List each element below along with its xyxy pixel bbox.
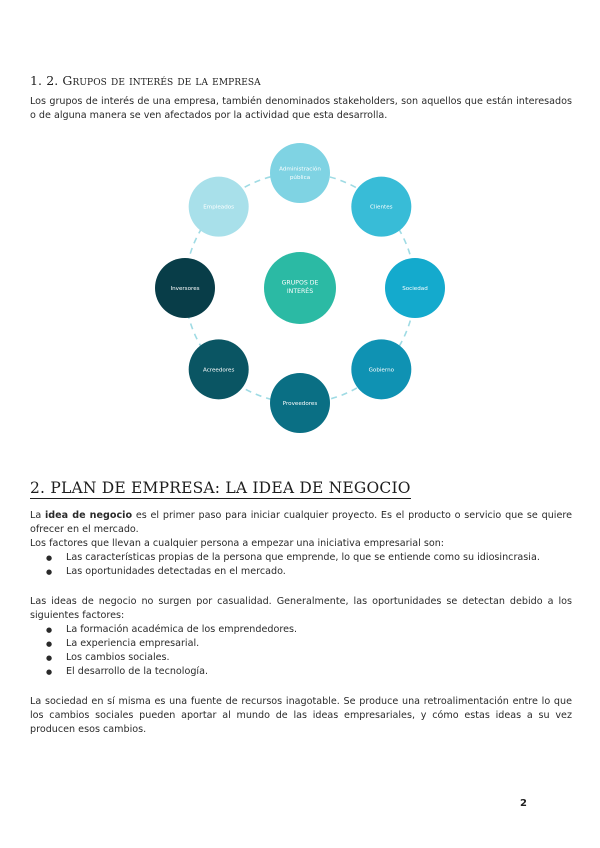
stakeholder-node	[351, 339, 411, 399]
stakeholder-node	[189, 339, 249, 399]
p1-post: es el primer paso para iniciar cualquier proyecto. Es el producto o servicio que se quiere ofrecer en el mercado.	[30, 510, 572, 535]
idea-negocio-bold: idea de negocio	[45, 510, 133, 521]
stakeholders-cycle-diagram	[140, 138, 460, 448]
stakeholder-node-label: Acreedores	[202, 367, 235, 374]
stakeholder-node-label: Administración	[279, 166, 321, 173]
factores-intro-paragraph: Los factores que llevan a cualquier persona a empezar una iniciativa empresarial son:	[30, 538, 445, 549]
list-item: ● El desarrollo de la tecnología.	[30, 665, 570, 679]
stakeholder-node-label: Clientes	[370, 204, 393, 211]
page-number: 2	[520, 798, 527, 809]
stakeholder-node-label: pública	[289, 175, 311, 181]
stakeholder-node	[270, 373, 330, 433]
stakeholder-node-circle	[270, 143, 330, 203]
stakeholders-intro-paragraph: Los grupos de interés de una empresa, también denominados stakeholders, son aquellos que están interesados o de alguna manera se ven afectados por la actividad que esta desarrolla.	[30, 96, 572, 121]
stakeholder-node-label: Inversores	[170, 286, 200, 292]
stakeholder-node	[351, 177, 411, 237]
ideas-casualidad-paragraph: Las ideas de negocio no surgen por casualidad. Generalmente, las oportunidades se detectan debido a los siguientes factores:	[30, 596, 572, 621]
list-item: ● Las características propias de la persona que emprende, lo que se entiende como su idiosincrasia.	[30, 551, 570, 565]
list-item: ● La formación académica de los emprendedores.	[30, 623, 570, 637]
list-item: ● Los cambios sociales.	[30, 651, 570, 665]
p1-pre: La	[30, 510, 46, 521]
stakeholder-node	[385, 258, 445, 318]
section-heading-plan-empresa: 2. PLAN DE EMPRESA: LA IDEA DE NEGOCIO	[30, 479, 411, 497]
idea-negocio-paragraph	[30, 509, 572, 537]
stakeholder-node	[189, 177, 249, 237]
section-heading-grupos-interes: 1. 2. Grupos de interés de la empresa	[30, 73, 261, 88]
list-item: ● La experiencia empresarial.	[30, 637, 570, 651]
stakeholder-node	[270, 143, 330, 203]
stakeholder-node-label: Empleados	[203, 204, 235, 211]
factores-list	[30, 551, 570, 579]
stakeholder-node	[155, 258, 215, 318]
list-item: ● Las oportunidades detectadas en el mercado.	[30, 565, 570, 579]
stakeholder-node-label: Sociedad	[402, 286, 428, 292]
center-label-line2: INTERÉS	[286, 288, 314, 295]
center-node-grupos-interes	[264, 252, 336, 324]
stakeholder-node-label: Gobierno	[368, 367, 395, 374]
oportunidades-list	[30, 623, 570, 679]
sociedad-paragraph: La sociedad en sí misma es una fuente de recursos inagotable. Se produce una retroalimentación entre lo que los cambios sociales pueden aportar al mundo de las ideas empresariales, y cómo estas ideas a su vez producen esos cambios.	[30, 696, 572, 735]
stakeholder-node-label: Proveedores	[282, 401, 318, 407]
center-label-line1: GRUPOS DE	[281, 279, 319, 287]
